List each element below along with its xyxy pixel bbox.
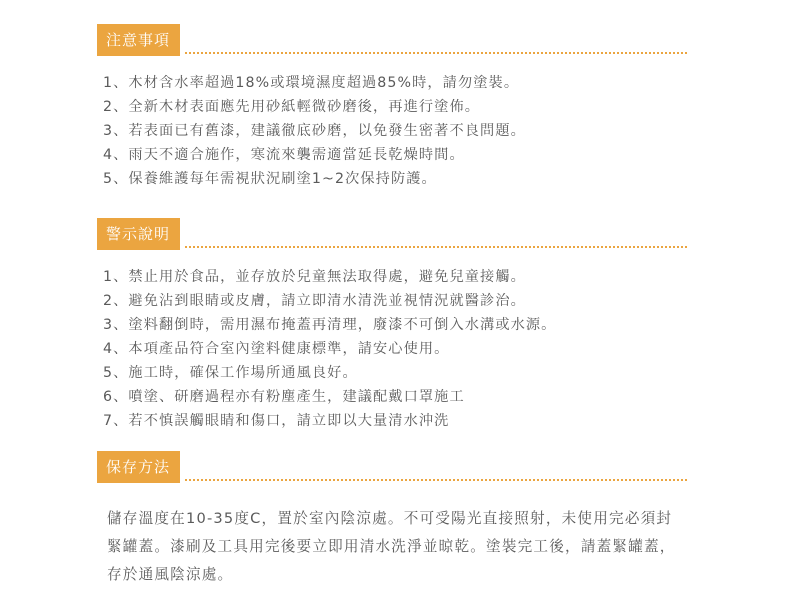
list-item: 3、若表面已有舊漆，建議徹底砂磨，以免發生密著不良問題。 bbox=[103, 123, 526, 139]
warnings-section bbox=[97, 218, 687, 433]
list-item: 2、全新木材表面應先用砂紙輕微砂磨後，再進行塗佈。 bbox=[103, 99, 481, 115]
notes-header bbox=[97, 24, 687, 56]
notes-section bbox=[97, 24, 687, 191]
list-item: 1、木材含水率超過18%或環境濕度超過85%時，請勿塗裝。 bbox=[103, 75, 520, 91]
notes-heading: 注意事項 bbox=[97, 24, 180, 56]
dotted-divider bbox=[185, 246, 687, 248]
list-item: 2、避免沾到眼睛或皮膚，請立即清水清洗並視情況就醫診治。 bbox=[103, 293, 526, 309]
dotted-divider bbox=[185, 479, 687, 481]
list-item: 4、雨天不適合施作，寒流來襲需適當延長乾燥時間。 bbox=[103, 147, 465, 163]
list-item: 4、本項產品符合室內塗料健康標準，請安心使用。 bbox=[103, 341, 450, 357]
storage-heading: 保存方法 bbox=[97, 451, 180, 483]
dotted-divider bbox=[185, 52, 687, 54]
list-item: 3、塗料翻倒時，需用濕布掩蓋再清理，廢漆不可倒入水溝或水源。 bbox=[103, 317, 557, 333]
storage-header bbox=[97, 451, 687, 483]
storage-section bbox=[97, 451, 687, 589]
warnings-header bbox=[97, 218, 687, 250]
list-item: 6、噴塗、研磨過程亦有粉塵產生，建議配戴口罩施工 bbox=[103, 389, 465, 405]
list-item: 5、施工時，確保工作場所通風良好。 bbox=[103, 365, 358, 381]
list-item: 1、禁止用於食品，並存放於兒童無法取得處，避免兒童接觸。 bbox=[103, 269, 526, 285]
warnings-list bbox=[97, 265, 687, 433]
list-item: 7、若不慎誤觸眼睛和傷口，請立即以大量清水沖洗 bbox=[103, 413, 450, 429]
list-item: 5、保養維護每年需視狀況刷塗1~2次保持防護。 bbox=[103, 171, 437, 187]
storage-text: 儲存溫度在10-35度C，置於室內陰涼處。不可受陽光直接照射，未使用完必須封緊罐蓋。漆刷及工具用完後要立即用清水洗淨並晾乾。塗裝完工後，請蓋緊罐蓋，存於通風陰涼處。 bbox=[107, 510, 676, 583]
warnings-heading: 警示說明 bbox=[97, 218, 180, 250]
notes-list bbox=[97, 71, 687, 191]
